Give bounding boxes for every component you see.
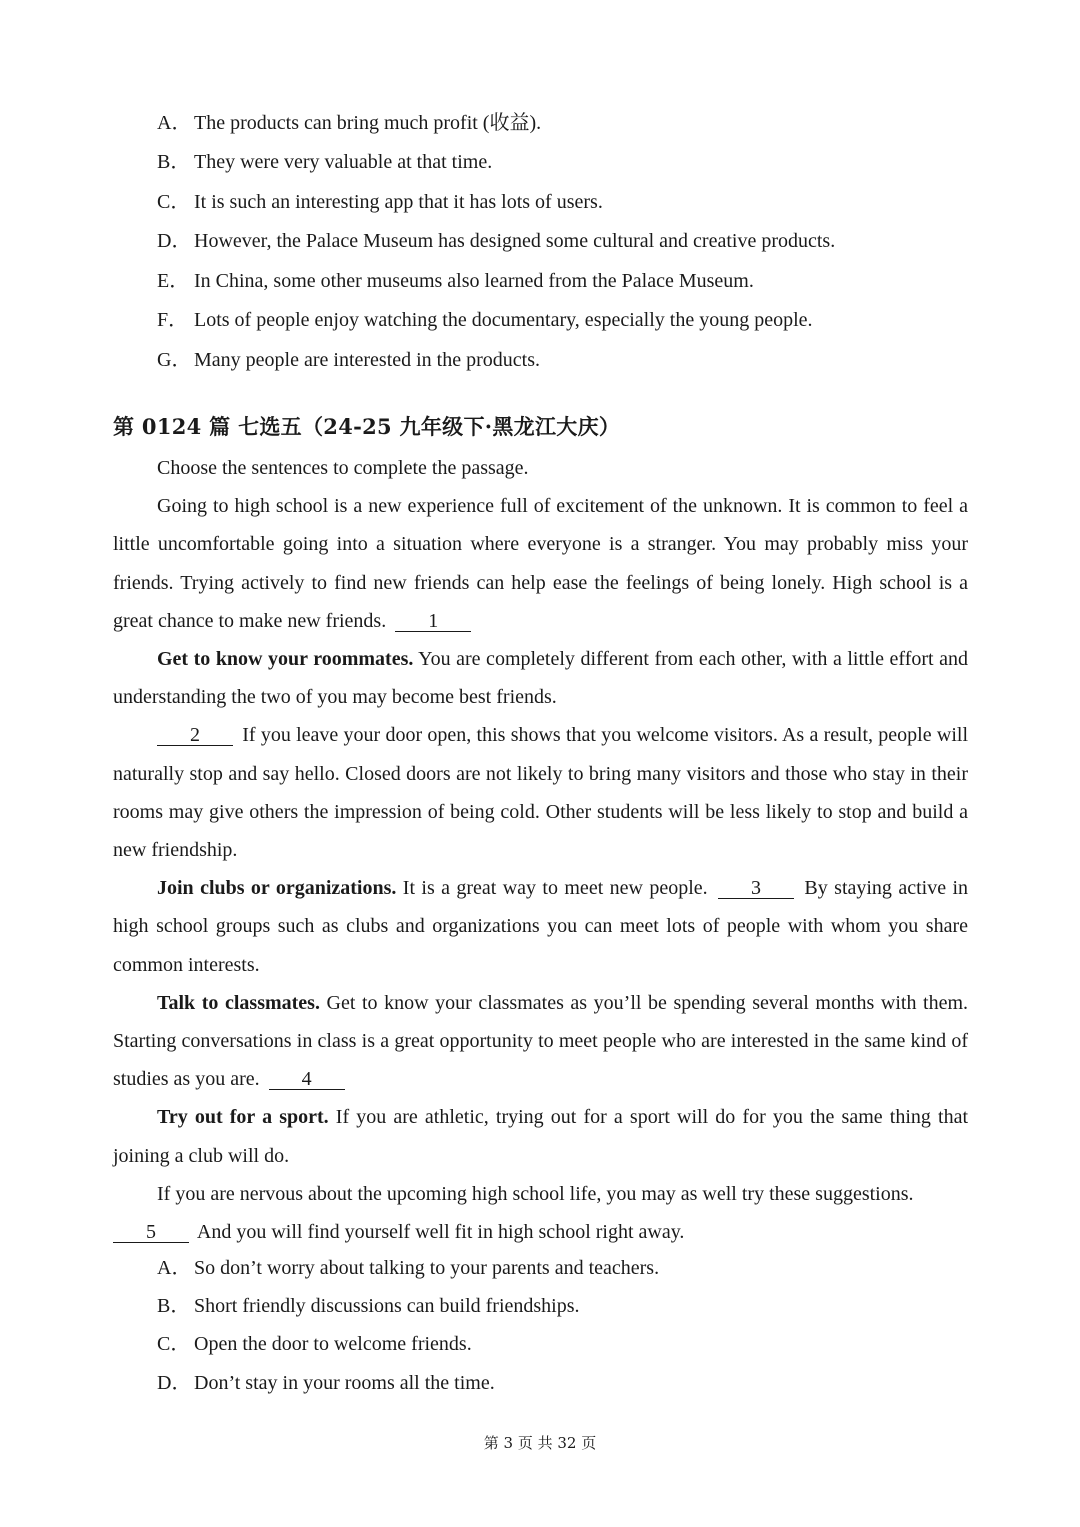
answer-option-b [157, 1287, 659, 1325]
blank-2: 2 [157, 725, 233, 746]
blank-5: 5 [113, 1222, 189, 1243]
paragraph-lead: Join clubs or organizations. [157, 877, 397, 900]
page-footer: 第 3 页 共 32 页 [483, 1434, 597, 1452]
option-text: The products can bring much profit (收益). [194, 112, 542, 134]
option-letter: D． [157, 1371, 192, 1394]
paragraph-6 [113, 1098, 968, 1174]
option-f [157, 307, 813, 333]
option-letter: F． [157, 309, 189, 331]
paragraph-5 [113, 984, 968, 1099]
option-letter: D． [157, 230, 192, 252]
option-b [157, 149, 492, 175]
option-text: In China, some other museums also learned from the Palace Museum. [194, 270, 754, 292]
option-text: Many people are interested in the products. [194, 349, 540, 371]
paragraph-text: Going to high school is a new experience full of excitement of the unknown. It is common to feel a little uncomfortable going into a situation where everyone is a stranger. You may probably miss your friends. Trying actively to find new friends can help ease the feelings of being lonely. High school is a great chance to make new friends. [113, 495, 968, 632]
section-heading: 第 0124 篇 七选五（24-25 九年级下·黑龙江大庆） [113, 414, 621, 439]
blank-1: 1 [395, 611, 471, 632]
option-e [157, 268, 754, 294]
paragraph-8 [113, 1213, 968, 1251]
option-c [157, 189, 603, 215]
paragraph-text: Get to know your classmates as you’ll be spending several months with them. Starting conversations in class is a great opportunity to meet people who are interested in the same kind of studies as you are. [113, 991, 969, 1091]
option-text: It is such an interesting app that it has lots of users. [194, 191, 603, 213]
option-letter: B． [157, 151, 191, 173]
instruction: Choose the sentences to complete the passage. [157, 457, 529, 479]
option-text: Don’t stay in your rooms all the time. [194, 1371, 495, 1394]
blank-4: 4 [269, 1069, 345, 1090]
option-text: Short friendly discussions can build friendships. [194, 1295, 580, 1318]
answer-option-a [157, 1249, 659, 1287]
paragraph-text: If you leave your door open, this shows that you welcome visitors. As a result, people will naturally stop and say hello. Closed doors are not likely to bring many visitors and those who stay in their rooms may give others the impression of being cold. Other students will be less likely to stop and build a new friendship. [113, 724, 968, 862]
reading-passage [113, 449, 968, 1251]
paragraph-text: And you will find yourself well fit in high school right away. [193, 1221, 685, 1244]
paragraph-text: By staying active in high school groups such as clubs and organizations you can meet lots of people with whom you share common interests. [113, 877, 969, 976]
option-letter: C． [157, 191, 191, 213]
paragraph-lead: Talk to classmates. [157, 991, 320, 1014]
option-d [157, 228, 835, 254]
blank-3: 3 [718, 878, 794, 899]
paragraph-4 [113, 869, 968, 984]
option-letter: A． [157, 112, 192, 134]
paragraph-text: It is a great way to meet new people. [396, 877, 708, 900]
answer-option-d [157, 1364, 659, 1402]
option-text: Lots of people enjoy watching the documentary, especially the young people. [194, 309, 813, 331]
option-letter: A． [157, 1257, 192, 1279]
paragraph-3 [113, 716, 968, 869]
answer-options [157, 1249, 659, 1402]
option-text: However, the Palace Museum has designed some cultural and creative products. [194, 230, 836, 252]
paragraph-lead: Try out for a sport. [157, 1106, 329, 1129]
option-text: They were very valuable at that time. [194, 151, 493, 173]
paragraph-text: You are completely different from each other, with a little effort and understanding the two of you may become best friends. [113, 648, 968, 709]
option-letter: G． [157, 349, 192, 371]
paragraph-text: If you are athletic, trying out for a sport will do for you the same thing that joining a club will do. [113, 1106, 969, 1167]
option-letter: C． [157, 1333, 191, 1356]
paragraph-lead: Get to know your roommates. [157, 648, 414, 671]
paragraph-7: If you are nervous about the upcoming high school life, you may as well try these suggestions. [157, 1182, 914, 1205]
option-letter: E． [157, 270, 190, 292]
paragraph-1 [113, 487, 968, 640]
option-text: So don’t worry about talking to your parents and teachers. [194, 1257, 660, 1279]
option-a [157, 110, 541, 136]
option-letter: B． [157, 1295, 191, 1318]
answer-option-c [157, 1325, 659, 1363]
paragraph-2 [113, 640, 968, 716]
option-g [157, 347, 540, 373]
option-text: Open the door to welcome friends. [194, 1333, 472, 1356]
